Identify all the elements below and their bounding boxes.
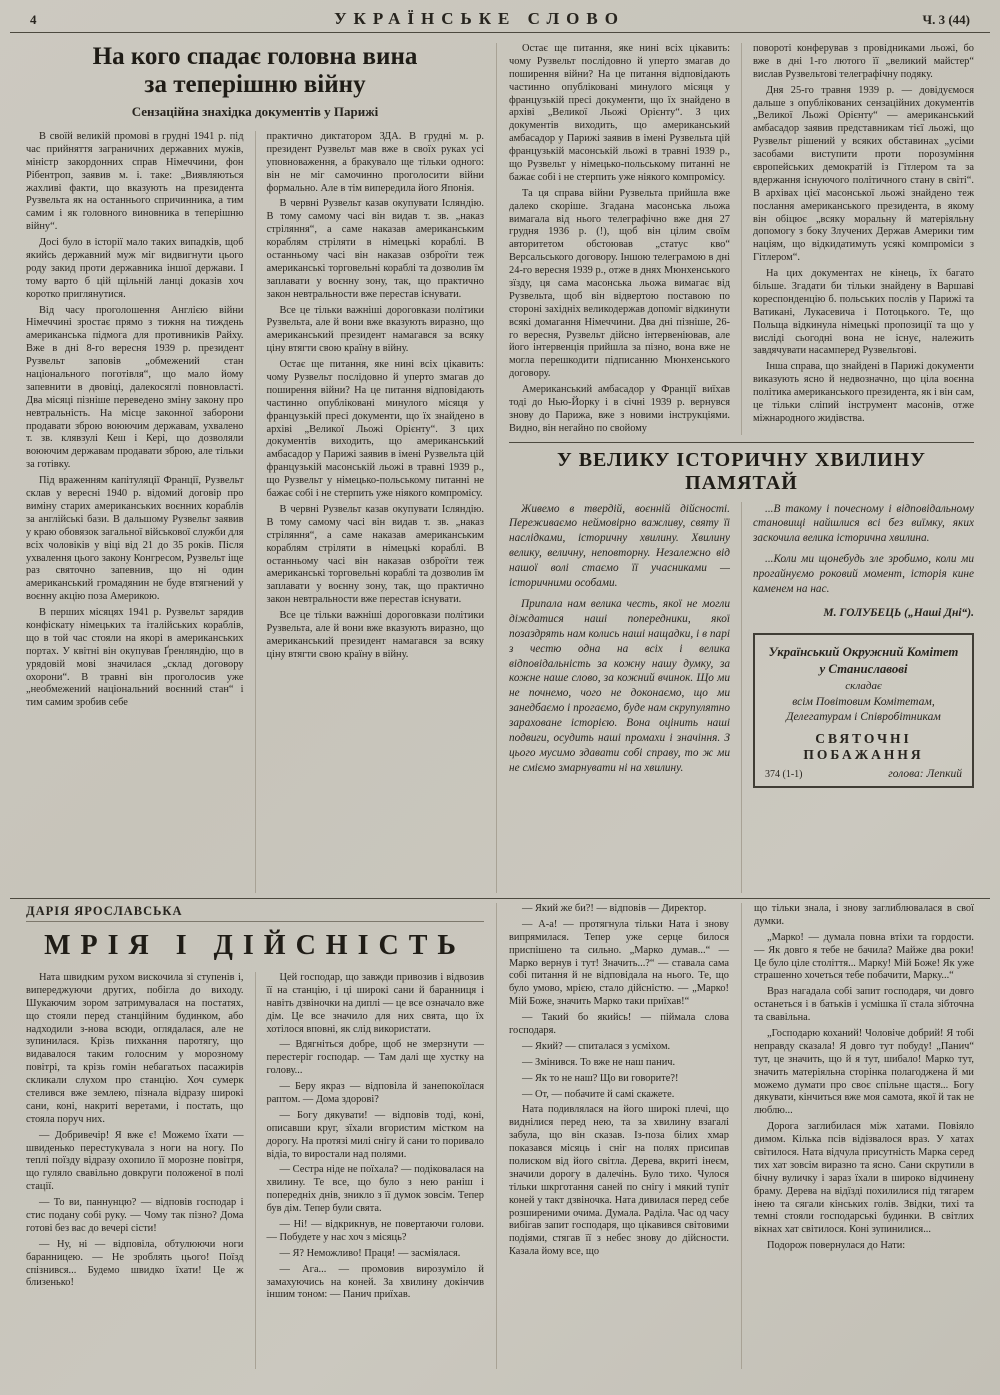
paragraph: „Господарю коханий! Чоловіче добрий! Я тобі неправду сказала! Я довго тут побуду! „Панич“ тут, це значить, що й я тут, шибало! Марко тут, значить матеріяльна сторінка полагоджена й ми можемо думати про своє спільне щастя... Богу дякувати, кінчиться вже моя самота, якої й так не люблю...	[754, 1028, 974, 1117]
headline-line-2: за теперішню війну	[144, 71, 366, 98]
story-section	[0, 899, 1000, 1369]
paragraph: Та ця справа війни Рузвельта прийшла вже далеко скоріше. Згадана масонська льожа вимагала від нього телеграфічно вже дня 27 грудня 1936 р. (!), щоб він цілим своїм авторитетом обстоював „статус кво“ Версальського договору. Іншою телеграмою в дні 24-го вересня 1939 р., отже в днях Мюнхенського зїзду, ця сама масонська льожа вимагає від Рузвельта, щоб він відвертою поставою по стороні західніх великодержав допоміг відкинути всякі домагання Німеччини. Два дні пізніше, 26-го вересня, Рузвельт дійсно інтервеніював, але його інтервенція прийшла за пізно, вона вже не могла перешкодити підписанню Мюнхенського договору.	[509, 187, 730, 380]
byline-rule	[26, 921, 484, 922]
paragraph: Від часу проголошення Англією війни Німеччині зростає прямо з тижня на тиждень американська підмога для противників Райху. Вже в дні 8-го вересня 1939 р. президент Рузвельт заповів „обмежений стан національного поготівля“, що мало йому запевнити в двовіці, далекосяглі повновласті. Два місяці пізніше переведено зміну закону про невтральність. На місце законної заборони продавати зброю воюючим державам, ухвалено т. зв. клявзулі Кеш і Кері, що дозволяли воюючим державам продавати зброю, але тільки за готівку.	[26, 304, 244, 471]
paragraph: Цей господар, що завжди привозив і відвозив її на станцію, і ці широкі сани й баранниця і навіть дзвіночки на диплі — це все означало вже дім. Це все значило для них свята, що їх хотілося вповні, як слід використати.	[266, 972, 484, 1035]
paragraph: — Як то не наш? Що ви говорите?!	[522, 1072, 679, 1084]
notice-org-line-1: Український Окружний Комітет	[768, 644, 959, 659]
paragraph: — Добривечір! Я вже є! Можемо їхати — швиденько перестукувала з ноги на ногу. По теплі поїзду відразу охопило її морозне повітря, що гуляло свавільно довкруги положеної в полі стації.	[26, 1129, 244, 1193]
paragraph: практично диктатором ЗДА. В грудні м. р. президент Рузвельт мав вже в своїх руках усі уповноваження, а бракувало ще тільки одного: він не міг самочинно проголосити війни формально. Але в тім випередила його Японія.	[266, 131, 484, 194]
headline-line-1: На кого спадає головна вина	[92, 43, 418, 70]
paragraph: Ната подивлялася на його широкі плечі, що виднілися перед нею, та за хвилину взагалі забула, що він сказав. Із-поза білих хмар показався місяць і сніг на полях присипав полиском від його світла. Дерева, вкриті інеєм, значили дорогу в далечінь. Було тихо. Чулося тільки шкрготання саней по снігу і мякий тупіт коней у такт дзвіночка. Ната дивилася перед себе розширеними очима. Думала. Раділа. Час од часу вибігав запит господаря, що цікавився світовими подіями, стягав її з небес знову до дійсности. Казала йому все, що	[509, 1104, 729, 1258]
paragraph: ...В такому і почесному і відповідальному становищі найшлися всі без виїмку, яких заскочила велика історична хвилина.	[753, 502, 974, 545]
story-byline: ДАРІЯ ЯРОСЛАВСЬКА	[26, 904, 183, 918]
article-column-3	[509, 43, 730, 435]
paragraph: Остає ще питання, яке нині всіх цікавить: чому Рузвельт послідовно й уперто змагав до поширення війни? На це питання відповідають частинно опубліковані минулого місяця у французькій пресі документи, що їх знайдено в архіві „Великої Льожі Орієнту“. З цих документів виходить, що американський амбасадор у Парижі заявив в імені Рузвельта цій французькій масонській льожі в травні 1939 р., що Рузвельт у німецько-польському питанні не бажає собі і не стерпить уже ніякого компромісу.	[509, 43, 730, 183]
main-article-columns-3-4	[509, 43, 974, 435]
paragraph: — Сестра ніде не поїхала? — подіковалася на хвилину. Те все, що було з нею раніш і попередніх днів, зникло з її думок зовсім. Тепер був дім. Тепер були свята.	[266, 1164, 484, 1215]
paragraph: — Богу дякувати! — відповів тоді, коні, описавши круг, зїхали вгористим містком на дорогу. На протязі милі снігу й сани то поривало відіа, то виростали над полями.	[266, 1109, 484, 1160]
paragraph: — Беру якраз — відповіла й занепокоїлася раптом. — Дома здорові?	[266, 1081, 484, 1106]
paragraph: В своїй великій промові в грудні 1941 р. під час прийняття заграничних державних мужів, міністр закордонних справ Німеччини, фон Рібентроп, заявив м. і. таке: „Виявляються жахливі факти, що вказують на президента Рузвельта як на останнього спричинника, а тим самим і як головного виновника в теперішню війну“.	[26, 131, 244, 233]
paragraph: Припала нам велика честь, якої не могли діждатися наші попередники, якої позаздрять нам колись наші нащадки, і в парі з честю одна на всіх і велика відповідальність за кожну нашу думку, за кожне наше слово, за кожний вчинок. Що ми не почнемо, чого не доконаємо, що ми занедбаємо і прогаємо, буде нам скрупулятно зараховане історією. Вона оцінить наші подвиги, осудить наші промахи і значіння. З цього мусимо здавати собі справу, то ж ми не сміємо змарнувати ні на хвилину.	[509, 597, 730, 774]
page-header	[0, 0, 1000, 32]
paragraph: — Який? — спиталася з усміхом.	[522, 1040, 671, 1052]
story-left-half	[26, 903, 497, 1369]
paragraph: Дня 25-го травня 1939 р. — довідуємося дальше з опублікованих сензаційних документів „Великої Льожі Орієнту“ — американський амбасадор заявив представникам тієї льожі, що Рузвельт рішений у всяких обставинах „усіми засобами виступити проти порозуміння європейських демократій із Гітлером та за вдержання існуючого політичного стану в світі“. В архівах цієї масонської льожі знайдено теж послання американського президента, в якому він обіцює „всяку моральну й матеріяльну допомогу з боку Злучених Держав Америки тим націям, що відкидатимуть усякі компроміси з Гітлером“.	[753, 84, 974, 264]
paragraph: Остає ще питання, яке нині всіх цікавить: чому Рузвельт послідовно й уперто змагав до поширення війни? На це питання відповідають частинно опубліковані минулого місяця у французькій пресі документи, що їх знайдено в архіві „Великої Льожі Орієнту“. З цих документів виходить, що американський амбасадор у Парижі заявив в імені Рузвельта цій французькій масонській льожі в травні 1939 р., що Рузвельт у німецько-польському питанні не бажає собі і не стерпить уже ніякого компромісу.	[266, 359, 484, 500]
feature-divider-rule	[509, 442, 974, 443]
paragraph: Подорож повернулася до Нати:	[767, 1240, 906, 1252]
notice-greeting: СВЯТОЧНІ ПОБАЖАННЯ	[803, 730, 924, 762]
feature-signature: М. ГОЛУБЕЦЬ („Наші Дні“).	[823, 606, 974, 619]
paragraph: Досі було в історії мало таких випадків, щоб якийсь державний муж міг видвигнути цього роду закид проти державника іншої держави. І тому варто б цій щільній ланці доказів хоч коротко приглянутися.	[26, 237, 244, 300]
paragraph: повороті конферував з провідниками льожі, бо вже в дні 1-го лютого її „великий майстер“ вислав Рузвельтові телеграфічну подяку.	[753, 43, 974, 80]
top-section	[0, 35, 1000, 893]
paragraph: — От, — побачите й самі скажете.	[522, 1088, 675, 1100]
article-column-1	[26, 131, 244, 893]
paragraph: Живемо в твердій, воєнній дійсності. Переживаємо неймовірно важливу, святу її наслідками, історичну хвилину. Хвилину велику, величну, неповторну. Незалежно від нашої волі стаємо її учасниками — історичними особами.	[509, 502, 730, 590]
paragraph: — То ви, паннунцю? — відповів господар і стис подану собі руку. — Чому так пізно? Дома готові без вас до вечері сісти!	[26, 1197, 244, 1234]
right-half	[497, 43, 974, 893]
story-column-4	[742, 903, 974, 1369]
paragraph: ...Коли ми щонебудь зле зробимо, коли ми прогайнуємо роковий момент, історія кине каменем на нас.	[753, 553, 974, 596]
article-column-2	[255, 131, 485, 893]
paragraph: В перших місяцях 1941 р. Рузвельт зарядив конфіскату німецьких та італійських кораблів, що в той час стояли на якорі в американських портах. У квітні він окупував Ґренляндію, що в урядовій мові значилася „склад договору охорони“. В травні він проголосив уже „необмежений національний воєнний стан“ і тим самим зробив себе	[26, 607, 244, 709]
story-column-2	[255, 972, 485, 1369]
paragraph: Під враженням капітуляції Франції, Рузвельт склав у вересні 1940 р. відомий договір про виміну старих американських воєнних кораблів за англійські бази. В дальшому Рузвельт заявив у краю обовязок загальної військової служби для всіх чоловіків у віці від 21 до 35 років. Після ухвалення цього закону Конгресом, Рузвельт іще раз святочно запевнив, що ні один американський громадянин не буде втягнений у воєнну акцію поза Америкою.	[26, 475, 244, 603]
main-article-headline	[26, 43, 484, 127]
paragraph: — Я? Неможливо! Праця! — засміялася.	[279, 1247, 461, 1259]
masthead-title: УКРАЇНСЬКЕ СЛОВО	[334, 9, 625, 28]
notice-verb: складає	[845, 680, 882, 693]
main-article-columns-1-2	[26, 131, 484, 893]
feature-column-right	[753, 502, 974, 603]
notice-box	[753, 633, 974, 788]
paragraph: Інша справа, що знайдені в Парижі документи виказують ясно й недвозначно, що ціла воєнна політика американського президента, як і він сам, це тільки сліпий інструмент масонів, отже міжнародного жидівства.	[753, 361, 974, 424]
paragraph: В червні Рузвельт казав окупувати Ісляндію. В тому самому часі він видав т. зв. „наказ стріляння“, а саме наказав американським кораблям стріляти в німецькі кораблі. В останньому часі він наказав озброїти теж американські торговельні кораблі та дозволив їм заплавати у воєнну зону, так, що практично закон невтральности вже перестав існувати.	[266, 503, 484, 606]
notice-recipients-line-2: Делегатурам і Співробітникам	[786, 710, 941, 724]
story-title: МРІЯ І ДІЙСНІСТЬ	[44, 930, 466, 961]
main-article-left-half	[26, 43, 497, 893]
paragraph: Ната швидким рухом вискочила зі ступенів і, випереджуючи других, побігла до виходу. Шукаючим зором затримувалася на постатях, що стояли перед станційним будинком, або надходили з-нова всюди, оглядалася, але не зупинилася. Крізь пихкання паротягу, що видавалося таким голосним у морозному повітрі, та крізь гомін небагатьох пасажирів скликали слухом про станцію. Хоч сумерк стелився вже землею, пізнала відразу широкі сани, коні, накриті веретами, і постать, що стояла поруч них.	[26, 972, 244, 1125]
paragraph: — Ну, ні — відповіла, обтулюючи ноги баранницею. — Не зроблять цього! Поїзд спізнився... Будемо швидко їхати! Це ж близенько!	[26, 1238, 244, 1289]
paragraph: В червні Рузвельт казав окупувати Ісляндію. В тому самому часі він видав т. зв. „наказ стріляння“, а саме наказав американським кораблям стріляти в німецькі кораблі. В останньому часі він наказав озброїти теж американські торговельні кораблі та дозволив їм заплавати у воєнну зону, так, що практично закон невтральности вже перестав існувати.	[266, 198, 484, 300]
paragraph: — Змінився. То вже не наш панич.	[522, 1056, 676, 1068]
article-column-4	[741, 43, 974, 435]
notice-signature: голова: Лепкий	[888, 767, 962, 780]
paragraph: Дорога заглибилася між хатами. Повіяло димом. Кілька псів відізвалося враз. У хатах світилося. Ната відчула присутність Марка серед тих хат зовсім виразно та ясно. Сани скрутили в бічну вуличку і зараз їхали в широко відчинену браму. Дерева на відїзді похилилися під тягарем інею та сягали кінських голів. Звідки, тихі та темні стояли господарські будинки. В світлих вікнах хат світилося. Коні зупинилися...	[754, 1121, 974, 1236]
paragraph: На цих документах не кінець, їх багато більше. Згадати би тільки знайдену в Варшаві кореспонденцію б. польських послів у Парижі та Ватикані, Лукасевича і Потоцького. Те, що Польща відкинула німецькі пропозиції та що у висліді сьогодні вона не існує, належить завдячувати насамперед Рузвельтові.	[753, 268, 974, 357]
paragraph: — Ага... — промовив вирозуміло й замахуючись на коней. За хвилину докінчив іншим тоном: — Панич приїхав.	[266, 1263, 484, 1301]
paragraph: — Який же би?! — відповів — Директор.	[522, 903, 707, 914]
feature-column-right-stack	[741, 502, 974, 894]
page-number: 4	[30, 12, 37, 27]
paragraph: Враз нагадала собі запит господаря, чи довго останеться і в батьків і усмішка її стала зібточна та свавільна.	[754, 986, 974, 1024]
article-subtitle: Сензаційна знахідка документів у Парижі	[131, 104, 379, 119]
paragraph: Американський амбасадор у Франції виїхав тоді до Нью-Йорку і в січні 1939 р. вернувся знову до Парижа, вже з новими інструкціями. Видно, він негайно по свойому	[509, 384, 730, 434]
issue-number: Ч. 3 (44)	[922, 12, 970, 27]
notice-org-line-2: у Станиславові	[819, 661, 908, 676]
paragraph: — Ні! — відкрикнув, не повертаючи голови. — Побудете у нас хоч з місяць?	[266, 1219, 484, 1243]
paragraph: — Такий бо якийсь! — піймала слова господаря.	[509, 1012, 729, 1037]
paragraph: Все це тільки важніші дороговкази політики Рузвельта, але й вони вже вказують виразно, що американський президент намагався за всяку ціну втягти свою країну в війну.	[266, 610, 484, 660]
paragraph: що тільки знала, і знову заглиблювалася в свої думки.	[754, 903, 974, 927]
notice-ref-number: 374 (1-1)	[765, 768, 803, 780]
story-column-1	[26, 972, 244, 1369]
notice-recipients-line-1: всім Повітовим Комітетам,	[792, 695, 935, 709]
feature-title: У ВЕЛИКУ ІСТОРИЧНУ ХВИЛИНУ ПАМЯТАЙ	[557, 448, 926, 494]
paragraph: — А-а! — протягнула тільки Ната і знову випрямилася. Тепер уже серце билося приспішено та сильно. „Марко думав...“ — Марко вернув і тут! Значить...?“ — ставала сама собі питання й не відповідала на нього. Те, що було умово, мрією, стало дійсністю. — „Марко! Мій Боже, значить Марко таки приїхав!“	[509, 918, 729, 1008]
paragraph: — Вдягніться добре, щоб не змерзнути — перестеріг господар. — Там далі ще хустку на голову...	[266, 1039, 484, 1077]
story-columns-1-2	[26, 972, 484, 1369]
paragraph: Все це тільки важніші дороговкази політики Рузвельта, але й вони вже вказують виразно, що американський президент намагався за всяку ціну втягти свою країну в війну.	[266, 304, 484, 355]
paragraph: „Марко! — думала повна втіхи та гордости. — Як довго я тебе не бачила? Майже два роки! Це було ціле століття... Марку! Мій Боже! Як уже страшенно хочеться тебе побачити, Марку...“	[754, 931, 974, 982]
story-column-3	[497, 903, 742, 1369]
feature-section	[509, 502, 974, 894]
notice-footer	[765, 768, 962, 780]
feature-column-left	[509, 502, 730, 894]
